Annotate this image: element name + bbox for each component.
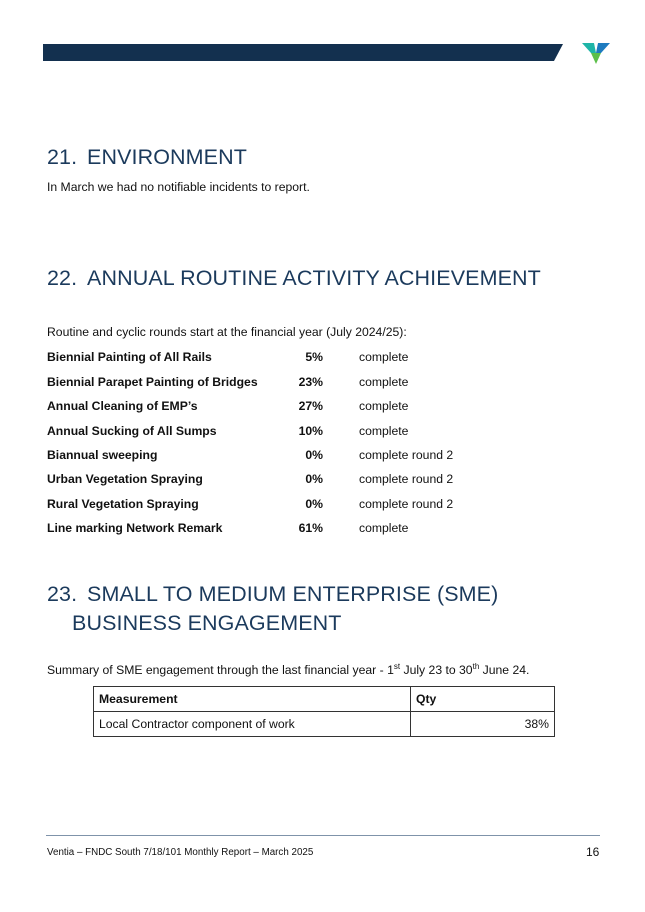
section-21-title: ENVIRONMENT [87, 145, 247, 169]
activity-percent: 0% [305, 448, 323, 462]
activity-name: Biannual sweeping [47, 448, 158, 462]
section-23-summary [47, 662, 529, 677]
activity-status: complete [359, 399, 409, 413]
section-21-heading [47, 145, 247, 170]
header-bar-shape [43, 44, 563, 61]
activity-status: complete [359, 424, 409, 438]
section-21-body: In March we had no notifiable incidents to report. [47, 180, 310, 194]
footer-text: Ventia – FNDC South 7/18/101 Monthly Report – March 2025 [47, 847, 314, 858]
activity-row [47, 497, 517, 513]
footer-divider [46, 835, 600, 836]
activity-status: complete round 2 [359, 448, 454, 462]
section-23-title-line2: BUSINESS ENGAGEMENT [72, 611, 342, 635]
activity-row [47, 375, 517, 391]
activity-name: Biennial Parapet Painting of Bridges [47, 375, 258, 389]
table-header-measurement: Measurement [94, 687, 411, 712]
section-22-heading [47, 266, 541, 291]
section-23-heading [47, 582, 498, 607]
activity-percent: 10% [298, 424, 323, 438]
table-cell-measurement: Local Contractor component of work [94, 712, 411, 737]
activity-name: Line marking Network Remark [47, 521, 223, 535]
section-21-number: 21. [47, 145, 78, 169]
activity-name: Annual Cleaning of EMP’s [47, 399, 198, 413]
activity-row [47, 350, 517, 366]
activity-status: complete [359, 521, 409, 535]
activity-row [47, 448, 517, 464]
section-22-intro: Routine and cyclic rounds start at the financial year (July 2024/25): [47, 325, 407, 339]
table-row [94, 712, 555, 737]
section-22-title: ANNUAL ROUTINE ACTIVITY ACHIEVEMENT [87, 266, 541, 290]
activity-percent: 0% [305, 497, 323, 511]
summary-text: June 24. [479, 663, 530, 677]
section-23-number: 23. [47, 582, 78, 606]
table-header-row [94, 687, 555, 712]
activity-name: Annual Sucking of All Sumps [47, 424, 217, 438]
activity-status: complete [359, 375, 409, 389]
sme-table [93, 686, 555, 737]
activity-name: Urban Vegetation Spraying [47, 472, 203, 486]
ventia-logo-icon [582, 41, 610, 65]
summary-text: July 23 to 30 [400, 663, 473, 677]
activity-name: Biennial Painting of All Rails [47, 350, 212, 364]
activity-row [47, 472, 517, 488]
activity-row [47, 424, 517, 440]
activity-percent: 61% [298, 521, 323, 535]
activity-status: complete round 2 [359, 472, 454, 486]
activity-percent: 0% [305, 472, 323, 486]
activity-status: complete round 2 [359, 497, 454, 511]
activity-status: complete [359, 350, 409, 364]
activity-row [47, 399, 517, 415]
activity-percent: 5% [305, 350, 323, 364]
activity-name: Rural Vegetation Spraying [47, 497, 199, 511]
summary-superscript: st [393, 662, 401, 671]
table-header-qty: Qty [411, 687, 555, 712]
section-22-number: 22. [47, 266, 78, 290]
table-cell-qty: 38% [411, 712, 555, 737]
header-bar [43, 44, 563, 61]
activity-percent: 23% [298, 375, 323, 389]
page-number: 16 [586, 845, 600, 859]
summary-text: Summary of SME engagement through the last financial year - 1 [47, 663, 394, 677]
summary-superscript: th [472, 662, 480, 671]
section-23-title-line1: SMALL TO MEDIUM ENTERPRISE (SME) [87, 582, 499, 606]
activity-percent: 27% [298, 399, 323, 413]
activity-row [47, 521, 517, 537]
